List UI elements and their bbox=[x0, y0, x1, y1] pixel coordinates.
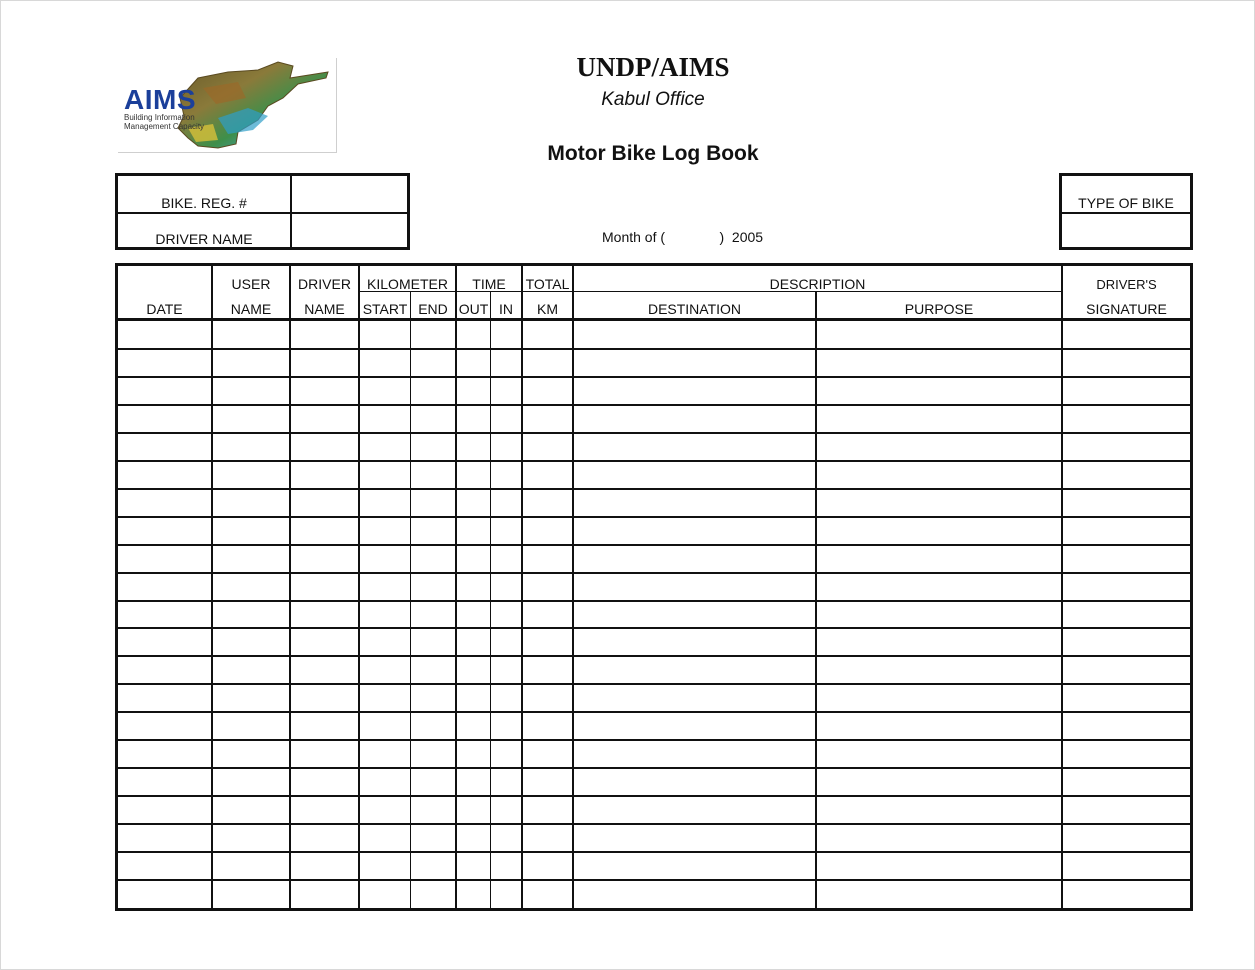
log-row[interactable] bbox=[118, 712, 1190, 740]
header-time: TIME bbox=[472, 276, 506, 292]
header-signature-line2: SIGNATURE bbox=[1086, 301, 1167, 317]
log-row[interactable] bbox=[118, 517, 1190, 545]
type-of-bike-label bbox=[1062, 176, 1190, 214]
log-row[interactable] bbox=[118, 573, 1190, 601]
log-row[interactable] bbox=[118, 824, 1190, 852]
log-row[interactable] bbox=[118, 377, 1190, 405]
log-row[interactable] bbox=[118, 461, 1190, 489]
log-table bbox=[115, 263, 1193, 911]
log-row[interactable] bbox=[118, 768, 1190, 796]
document-title: Motor Bike Log Book bbox=[547, 142, 759, 165]
logo-subtitle-line1: Building Information bbox=[124, 113, 195, 122]
logo-subtitle-line2: Management Capacity bbox=[124, 122, 205, 131]
header-driver-line2: NAME bbox=[304, 301, 345, 317]
header-km-end: END bbox=[418, 301, 448, 317]
log-row[interactable] bbox=[118, 880, 1190, 908]
type-of-bike-field[interactable] bbox=[1062, 214, 1190, 247]
type-of-bike-box bbox=[1059, 173, 1193, 250]
header-driver-line1: DRIVER bbox=[298, 276, 351, 292]
driver-name-label-text: DRIVER NAME bbox=[155, 231, 253, 247]
log-row[interactable] bbox=[118, 796, 1190, 824]
office-subtitle: Kabul Office bbox=[601, 89, 705, 110]
header-date: DATE bbox=[146, 301, 183, 317]
header-user-line2: NAME bbox=[230, 301, 272, 317]
type-of-bike-label-text: TYPE OF BIKE bbox=[1078, 195, 1174, 211]
header-user-line1: USER bbox=[231, 276, 271, 292]
header-kilometer: KILOMETER bbox=[367, 276, 448, 292]
logo-subtitle bbox=[124, 113, 244, 131]
log-row[interactable] bbox=[118, 349, 1190, 377]
organization-title: UNDP/AIMS bbox=[576, 52, 730, 82]
log-row[interactable] bbox=[118, 601, 1190, 629]
header-total-line2: KM bbox=[537, 301, 558, 317]
bike-info-box bbox=[115, 173, 410, 250]
log-row[interactable] bbox=[118, 545, 1190, 573]
log-row[interactable] bbox=[118, 628, 1190, 656]
bike-reg-row bbox=[118, 176, 407, 214]
header-time-out: OUT bbox=[458, 301, 489, 317]
month-line: Month of ( ) 2005 bbox=[602, 229, 764, 245]
driver-name-label bbox=[118, 214, 292, 247]
log-row[interactable] bbox=[118, 684, 1190, 712]
driver-name-row bbox=[118, 214, 407, 247]
header-destination: DESTINATION bbox=[647, 301, 742, 317]
driver-name-field[interactable] bbox=[292, 214, 407, 247]
header-time-in: IN bbox=[499, 301, 513, 317]
header-total-line1: TOTAL bbox=[525, 276, 570, 292]
logo-title: AIMS bbox=[124, 84, 196, 115]
bike-reg-field[interactable] bbox=[292, 176, 407, 212]
log-row[interactable] bbox=[118, 321, 1190, 349]
log-row[interactable] bbox=[118, 489, 1190, 517]
header-signature-line1: DRIVER'S bbox=[1096, 277, 1157, 292]
header-km-start: START bbox=[362, 301, 408, 317]
log-row[interactable] bbox=[118, 852, 1190, 880]
header-purpose: PURPOSE bbox=[904, 301, 974, 317]
log-row[interactable] bbox=[118, 656, 1190, 684]
log-row[interactable] bbox=[118, 405, 1190, 433]
bike-reg-label bbox=[118, 176, 292, 212]
bike-reg-label-text: BIKE. REG. # bbox=[161, 195, 247, 211]
log-row[interactable] bbox=[118, 433, 1190, 461]
log-row[interactable] bbox=[118, 740, 1190, 768]
header-description: DESCRIPTION bbox=[769, 276, 866, 292]
